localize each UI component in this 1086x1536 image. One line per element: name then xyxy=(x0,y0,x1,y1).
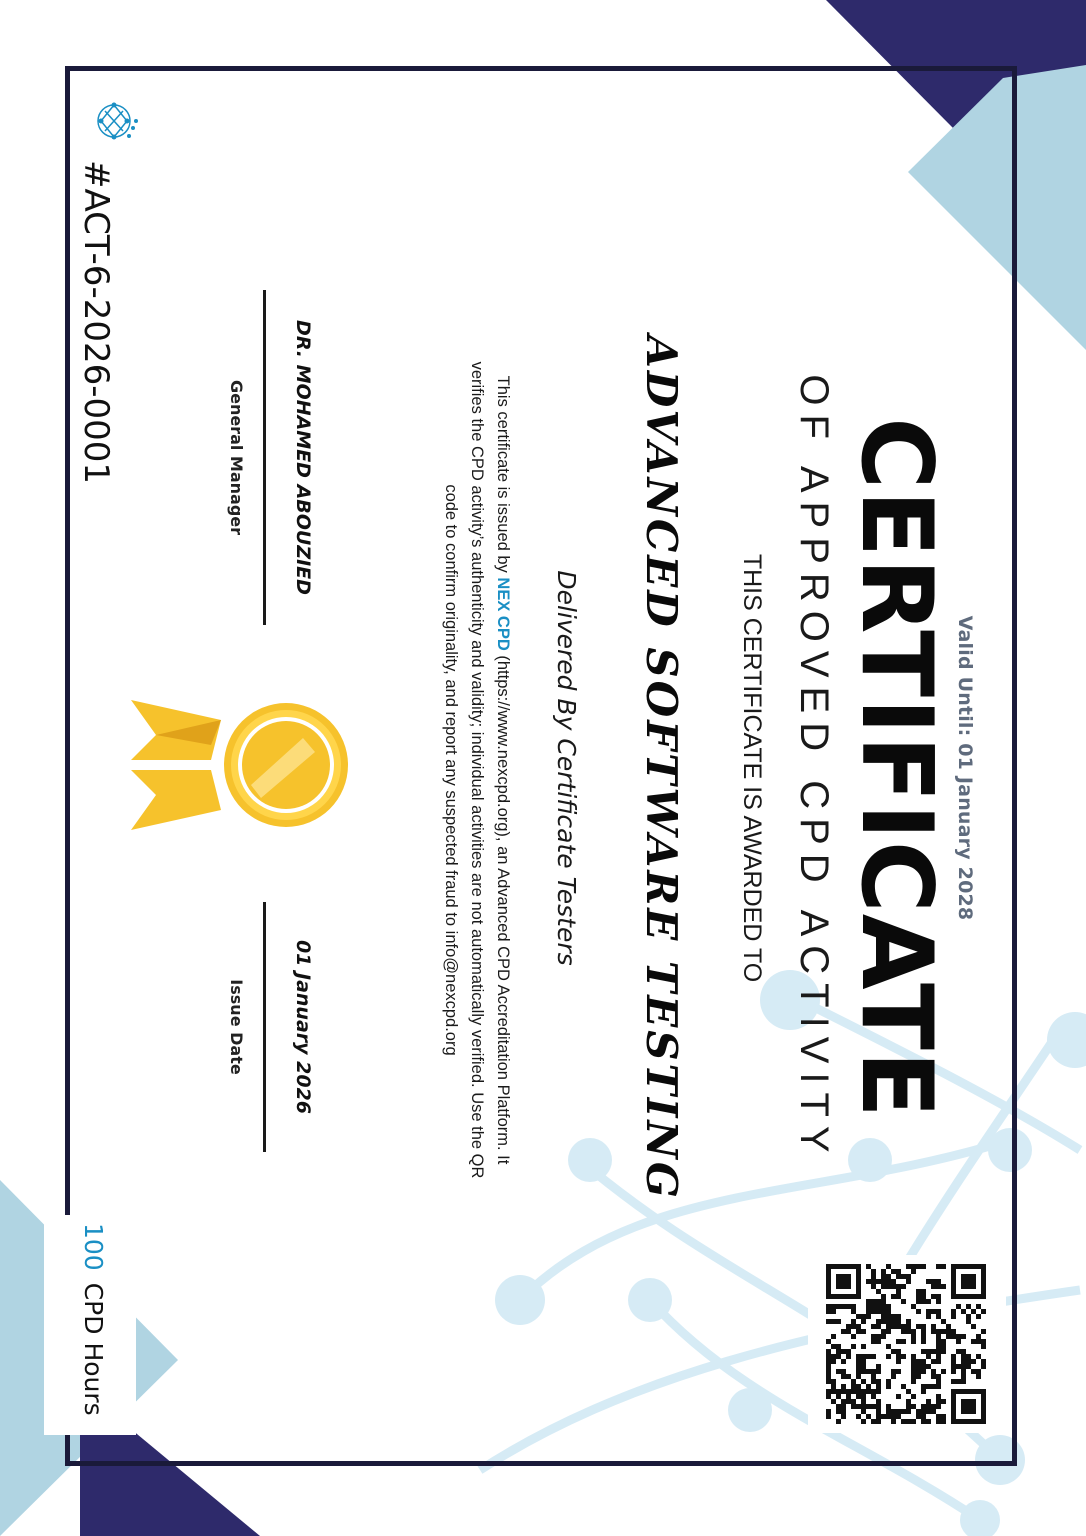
signatory-name: DR. MOHAMED ABOUZIED xyxy=(292,320,314,595)
paragraph-intro: This certificate is issued by xyxy=(494,375,512,578)
cpd-hours-label: CPD Hours xyxy=(79,1282,108,1416)
verification-paragraph xyxy=(438,360,516,1180)
activity-name: ADVANCED SOFTWARE TESTING xyxy=(637,335,686,1201)
provider-name: Delivered By Certificate Testers xyxy=(552,570,581,966)
certificate-title: CERTIFICATE xyxy=(839,417,953,1119)
qr-code-icon[interactable] xyxy=(826,1264,986,1424)
cpd-hours-badge xyxy=(44,1215,136,1435)
issue-date-line xyxy=(263,902,266,1152)
qr-code-container xyxy=(808,1255,1006,1433)
valid-until: Valid Until: 01 January 2028 xyxy=(954,615,976,921)
paragraph-body: (https://www.nexcpd.org), an Advanced CPD Accreditation Platform. It verifies the CPD activity’s authenticity and validity; individual activities are not automatically verified. Use the QR code to confirm originality, and report any suspected fraud to info@nexcpd.org xyxy=(442,361,512,1179)
issue-date: 01 January 2026 xyxy=(292,939,314,1115)
awarded-to-label: THIS CERTIFICATE IS AWARDED TO xyxy=(738,553,766,983)
certificate-subtitle: OF APPROVED CPD ACTIVITY xyxy=(792,374,836,1162)
issue-date-label: Issue Date xyxy=(227,979,246,1075)
nex-cpd-logo-icon xyxy=(91,96,141,146)
signature-line xyxy=(263,290,266,625)
signatory-role: General Manager xyxy=(227,379,246,536)
medal-icon xyxy=(126,690,351,840)
brand-name: NEX CPD xyxy=(494,577,512,651)
certificate-id: #ACT-6-2026-0001 xyxy=(76,160,116,485)
cpd-hours-value: 100 xyxy=(79,1223,108,1271)
